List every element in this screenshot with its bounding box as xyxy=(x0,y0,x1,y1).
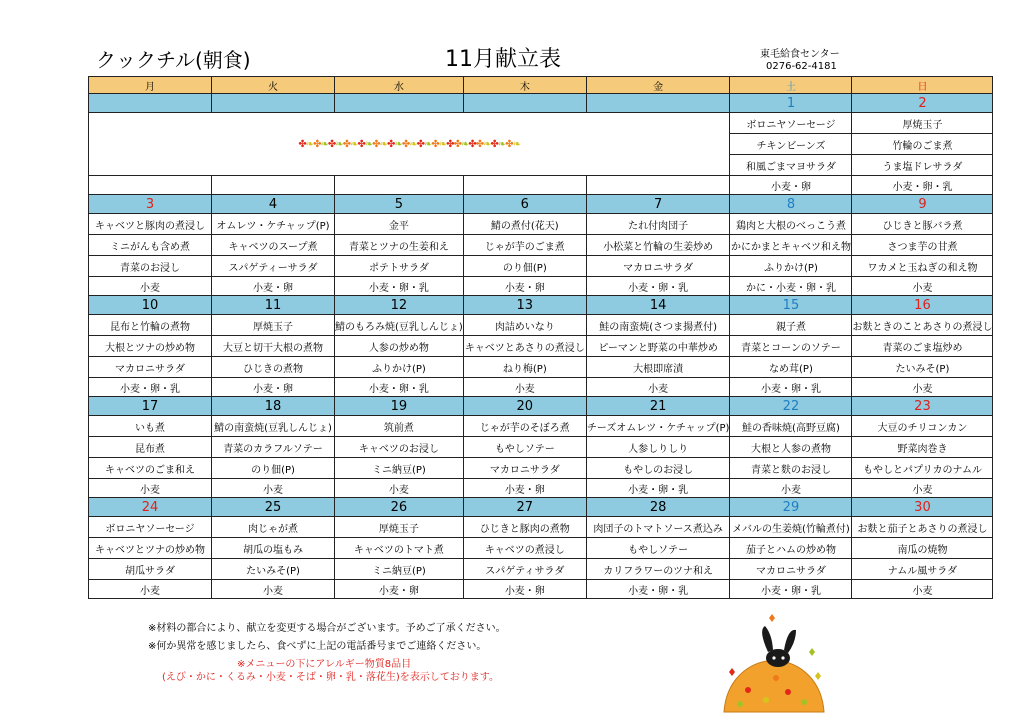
menu-item: ねり梅(P) xyxy=(463,357,586,378)
allergen-cell: 小麦 xyxy=(586,378,730,397)
maple-leaf-icon: ✤ xyxy=(475,138,484,150)
date-cell: 23 xyxy=(852,397,993,416)
allergen-cell: 小麦 xyxy=(852,479,993,498)
date-cell: 15 xyxy=(730,296,852,315)
allergen-cell: 小麦・卵・乳 xyxy=(730,378,852,397)
date-cell: 8 xyxy=(730,195,852,214)
maple-leaf-icon: ✤ xyxy=(431,138,439,150)
menu-change-notice: ※材料の都合により、献立を変更する場合がございます。予めご了承ください。 xyxy=(148,623,506,634)
menu-item: ミニ納豆(P) xyxy=(335,559,464,580)
maple-leaf-icon: ✤ xyxy=(327,138,336,150)
menu-item: 厚焼玉子 xyxy=(852,113,993,134)
maple-leaf-icon: ✤ xyxy=(357,138,365,150)
date-cell: 28 xyxy=(586,498,730,517)
allergen-cell: 小麦 xyxy=(212,479,335,498)
center-name: 東毛給食センター xyxy=(760,49,840,60)
date-cell: 12 xyxy=(335,296,464,315)
date-cell: 18 xyxy=(212,397,335,416)
menu-item: ふりかけ(P) xyxy=(335,357,464,378)
maple-leaf-icon: ✤ xyxy=(313,138,321,150)
allergen-row xyxy=(89,479,993,498)
menu-item: もやしのお浸し xyxy=(586,458,730,479)
allergen-cell xyxy=(212,176,335,195)
allergen-cell: 小麦 xyxy=(212,580,335,599)
menu-row xyxy=(89,315,993,336)
menu-calendar-table xyxy=(88,76,993,599)
allergen-cell: 小麦・卵・乳 xyxy=(852,176,993,195)
allergen-cell: 小麦・卵・乳 xyxy=(89,378,212,397)
date-cell: 2 xyxy=(852,94,993,113)
allergen-cell: 小麦 xyxy=(89,580,212,599)
menu-item: 大根とツナの炒め物 xyxy=(89,336,212,357)
date-cell: 10 xyxy=(89,296,212,315)
menu-item: ふりかけ(P) xyxy=(730,256,852,277)
maple-leaf-icon: ✤ xyxy=(490,138,498,150)
date-cell: 25 xyxy=(212,498,335,517)
menu-row xyxy=(89,559,993,580)
menu-item: たれ付肉団子 xyxy=(586,214,730,235)
creature-eye xyxy=(781,656,784,659)
date-cell: 22 xyxy=(730,397,852,416)
leaf-dot xyxy=(801,699,807,705)
autumn-leaves-decoration xyxy=(89,113,730,176)
date-cell: 21 xyxy=(586,397,730,416)
falling-leaf xyxy=(769,614,775,622)
menu-item: 青菜と麩のお浸し xyxy=(730,458,852,479)
allergen-list-notice: (えび・かに・くるみ・小麦・そば・卵・乳・落花生)を表示しております。 xyxy=(162,672,500,683)
falling-leaf xyxy=(815,672,821,680)
menu-item: キャベツとツナの炒め物 xyxy=(89,538,212,559)
menu-item: ボロニヤソーセージ xyxy=(730,113,852,134)
allergen-notice: ※メニューの下にアレルギー物質8品目 xyxy=(237,659,412,670)
menu-item: ポテトサラダ xyxy=(335,256,464,277)
menu-item: 肉じゃが煮 xyxy=(212,517,335,538)
menu-item: 鮭の香味焼(高野豆腐) xyxy=(730,416,852,437)
menu-item: 青菜のごま塩炒め xyxy=(852,336,993,357)
allergen-cell: 小麦・卵・乳 xyxy=(586,479,730,498)
leaf-dot xyxy=(773,675,779,681)
maple-leaf-icon: ✤ xyxy=(468,138,476,150)
ginkgo-leaf-icon: ❧ xyxy=(512,138,521,150)
allergen-cell: 小麦・卵 xyxy=(463,479,586,498)
allergen-cell: 小麦・卵・乳 xyxy=(335,378,464,397)
menu-item: 肉詰めいなり xyxy=(463,315,586,336)
menu-item: ワカメと玉ねぎの和え物 xyxy=(852,256,993,277)
leaf-dot xyxy=(745,687,751,693)
date-cell: 14 xyxy=(586,296,730,315)
menu-item: キャベツと豚肉の煮浸し xyxy=(89,214,212,235)
menu-item: 青菜のお浸し xyxy=(89,256,212,277)
menu-item: 人参の炒め物 xyxy=(335,336,464,357)
menu-item: キャベツの煮浸し xyxy=(463,538,586,559)
menu-item: 厚焼玉子 xyxy=(335,517,464,538)
allergen-cell: 小麦 xyxy=(730,479,852,498)
menu-item: キャベツのお浸し xyxy=(335,437,464,458)
date-cell: 6 xyxy=(463,195,586,214)
allergen-cell xyxy=(335,176,464,195)
menu-item: スパゲティサラダ xyxy=(463,559,586,580)
allergen-cell xyxy=(89,176,212,195)
leaf-pile-illustration xyxy=(718,612,830,716)
menu-item: 大豆と切干大根の煮物 xyxy=(212,336,335,357)
menu-row xyxy=(89,214,993,235)
menu-item: ボロニヤソーセージ xyxy=(89,517,212,538)
ginkgo-leaf-icon: ❧ xyxy=(379,138,388,150)
menu-row xyxy=(89,538,993,559)
menu-item: キャベツとあさりの煮浸し xyxy=(463,336,586,357)
menu-item: カリフラワーのツナ和え xyxy=(586,559,730,580)
menu-item: ミニ納豆(P) xyxy=(335,458,464,479)
menu-item: 鮭の南蛮焼(さつま揚煮付) xyxy=(586,315,730,336)
menu-item: 親子煮 xyxy=(730,315,852,336)
menu-row xyxy=(89,437,993,458)
menu-item: 大根即席漬 xyxy=(586,357,730,378)
menu-item: 竹輪のごま煮 xyxy=(852,134,993,155)
ginkgo-leaf-icon: ❧ xyxy=(460,138,469,150)
date-row xyxy=(89,498,993,517)
maple-leaf-icon: ✤ xyxy=(453,138,461,150)
ginkgo-leaf-icon: ❧ xyxy=(335,138,343,150)
allergen-cell: かに・小麦・卵・乳 xyxy=(730,277,852,296)
allergen-cell: 小麦 xyxy=(89,277,212,296)
menu-item: いも煮 xyxy=(89,416,212,437)
date-cell: 13 xyxy=(463,296,586,315)
menu-item: ピーマンと野菜の中華炒め xyxy=(586,336,730,357)
date-cell: 27 xyxy=(463,498,586,517)
menu-item: さつま芋の甘煮 xyxy=(852,235,993,256)
allergen-cell: 小麦・卵・乳 xyxy=(586,277,730,296)
allergen-row xyxy=(89,277,993,296)
menu-item: メバルの生姜焼(竹輪煮付) xyxy=(730,517,852,538)
menu-item: お麩と茄子とあさりの煮浸し xyxy=(852,517,993,538)
menu-item: キャベツのごま和え xyxy=(89,458,212,479)
ginkgo-leaf-icon: ❧ xyxy=(350,138,358,150)
menu-row xyxy=(89,517,993,538)
creature-ear xyxy=(784,630,796,653)
menu-item: マカロニサラダ xyxy=(586,256,730,277)
page-title: 11月献立表 xyxy=(445,47,561,72)
ginkgo-leaf-icon: ❧ xyxy=(305,138,314,150)
date-cell: 5 xyxy=(335,195,464,214)
menu-item: 肉団子のトマトソース煮込み xyxy=(586,517,730,538)
menu-item: 青菜のカラフルソテー xyxy=(212,437,335,458)
menu-item: たいみそ(P) xyxy=(212,559,335,580)
date-cell xyxy=(89,94,212,113)
menu-item: マカロニサラダ xyxy=(89,357,212,378)
ginkgo-leaf-icon: ❧ xyxy=(409,138,417,150)
falling-leaf xyxy=(809,648,815,656)
weekday-header: 月 xyxy=(89,77,212,94)
maple-leaf-icon: ✤ xyxy=(298,138,306,150)
menu-item: キャベツのトマト煮 xyxy=(335,538,464,559)
date-row xyxy=(89,195,993,214)
leaf-dot xyxy=(763,697,769,703)
weekday-header: 火 xyxy=(212,77,335,94)
menu-item: 和風ごまマヨサラダ xyxy=(730,155,852,176)
menu-item: ひじきと豚肉の煮物 xyxy=(463,517,586,538)
menu-item: 青菜とコーンのソテー xyxy=(730,336,852,357)
creature-eye xyxy=(772,656,775,659)
allergen-cell: 小麦 xyxy=(335,479,464,498)
menu-item: かにかまとキャベツ和え物 xyxy=(730,235,852,256)
menu-item: チーズオムレツ・ケチャップ(P) xyxy=(586,416,730,437)
date-cell: 16 xyxy=(852,296,993,315)
date-cell: 3 xyxy=(89,195,212,214)
allergen-cell: 小麦・卵 xyxy=(335,580,464,599)
menu-item: マカロニサラダ xyxy=(463,458,586,479)
ginkgo-leaf-icon: ❧ xyxy=(320,138,328,150)
date-cell: 7 xyxy=(586,195,730,214)
menu-item: 大根と人参の煮物 xyxy=(730,437,852,458)
allergen-cell: 小麦・卵 xyxy=(212,277,335,296)
menu-item: のり佃(P) xyxy=(463,256,586,277)
menu-item: 大豆のチリコンカン xyxy=(852,416,993,437)
date-cell: 19 xyxy=(335,397,464,416)
allergen-cell: 小麦・卵 xyxy=(212,378,335,397)
menu-item: 胡瓜サラダ xyxy=(89,559,212,580)
menu-item: 筑前煮 xyxy=(335,416,464,437)
menu-item: 鯖のもろみ焼(豆乳しんじょ) xyxy=(335,315,464,336)
date-cell: 26 xyxy=(335,498,464,517)
ginkgo-leaf-icon: ❧ xyxy=(497,138,506,150)
menu-item: お麩ときのことあさりの煮浸し xyxy=(852,315,993,336)
maple-leaf-icon: ✤ xyxy=(416,138,424,150)
menu-row xyxy=(89,235,993,256)
menu-item: キャベツのスープ煮 xyxy=(212,235,335,256)
ginkgo-leaf-icon: ❧ xyxy=(394,138,402,150)
menu-item: 青菜とツナの生姜和え xyxy=(335,235,464,256)
creature-ear xyxy=(762,626,773,652)
menu-item: 人参しりしり xyxy=(586,437,730,458)
weekday-header: 金 xyxy=(586,77,730,94)
date-cell xyxy=(586,94,730,113)
date-cell xyxy=(335,94,464,113)
maple-leaf-icon: ✤ xyxy=(401,138,410,150)
menu-item: じゃが芋のそぼろ煮 xyxy=(463,416,586,437)
date-cell: 1 xyxy=(730,94,852,113)
allergen-cell: 小麦 xyxy=(89,479,212,498)
menu-item: もやしソテー xyxy=(586,538,730,559)
menu-item: 胡瓜の塩もみ xyxy=(212,538,335,559)
menu-item: 昆布煮 xyxy=(89,437,212,458)
maple-leaf-icon: ✤ xyxy=(387,138,395,150)
menu-item: 厚焼玉子 xyxy=(212,315,335,336)
allergen-cell: 小麦・卵 xyxy=(730,176,852,195)
allergen-cell: 小麦・卵・乳 xyxy=(335,277,464,296)
allergen-cell: 小麦 xyxy=(852,378,993,397)
date-cell: 29 xyxy=(730,498,852,517)
maple-leaf-icon: ✤ xyxy=(505,138,513,150)
allergen-row xyxy=(89,580,993,599)
weekday-header-row xyxy=(89,77,993,94)
ginkgo-leaf-icon: ❧ xyxy=(364,138,373,150)
menu-row xyxy=(89,336,993,357)
date-cell: 24 xyxy=(89,498,212,517)
allergen-cell: 小麦 xyxy=(852,580,993,599)
menu-item: じゃが芋のごま煮 xyxy=(463,235,586,256)
center-phone: 0276-62-4181 xyxy=(766,61,837,72)
menu-item: 茄子とハムの炒め物 xyxy=(730,538,852,559)
menu-item: 南瓜の焼物 xyxy=(852,538,993,559)
falling-leaf xyxy=(729,668,735,676)
menu-item: 金平 xyxy=(335,214,464,235)
menu-item: ナムル風サラダ xyxy=(852,559,993,580)
menu-item: 小松菜と竹輪の生姜炒め xyxy=(586,235,730,256)
allergen-cell: 小麦・卵 xyxy=(463,277,586,296)
allergen-cell: 小麦・卵・乳 xyxy=(730,580,852,599)
menu-row xyxy=(89,256,993,277)
maple-leaf-icon: ✤ xyxy=(372,138,380,150)
menu-item: もやしソテー xyxy=(463,437,586,458)
menu-item: のり佃(P) xyxy=(212,458,335,479)
menu-item: ひじきと豚バラ煮 xyxy=(852,214,993,235)
date-cell: 9 xyxy=(852,195,993,214)
allergen-row xyxy=(89,176,993,195)
weekday-header: 日 xyxy=(852,77,993,94)
menu-item: 野菜肉巻き xyxy=(852,437,993,458)
weekday-header: 水 xyxy=(335,77,464,94)
leaf-dot xyxy=(737,701,743,707)
menu-row xyxy=(89,458,993,479)
date-row xyxy=(89,94,993,113)
weekday-header: 土 xyxy=(730,77,852,94)
date-cell: 30 xyxy=(852,498,993,517)
allergen-cell xyxy=(586,176,730,195)
allergen-cell xyxy=(463,176,586,195)
menu-item: オムレツ・ケチャップ(P) xyxy=(212,214,335,235)
menu-item: うま塩ドレサラダ xyxy=(852,155,993,176)
contact-notice: ※何か異常を感じましたら、食べずに上記の電話番号までご連絡ください。 xyxy=(148,641,487,652)
menu-row xyxy=(89,113,993,134)
menu-row xyxy=(89,357,993,378)
date-cell xyxy=(463,94,586,113)
allergen-cell: 小麦・卵 xyxy=(463,580,586,599)
weekday-header: 木 xyxy=(463,77,586,94)
menu-category-title: クックチル(朝食) xyxy=(96,48,251,72)
menu-item: マカロニサラダ xyxy=(730,559,852,580)
menu-item: ひじきの煮物 xyxy=(212,357,335,378)
ginkgo-leaf-icon: ❧ xyxy=(483,138,491,150)
ginkgo-leaf-icon: ❧ xyxy=(438,138,447,150)
date-row xyxy=(89,397,993,416)
menu-item: 昆布と竹輪の煮物 xyxy=(89,315,212,336)
maple-leaf-icon: ✤ xyxy=(342,138,351,150)
date-cell xyxy=(212,94,335,113)
date-cell: 11 xyxy=(212,296,335,315)
maple-leaf-icon: ✤ xyxy=(446,138,454,150)
allergen-cell: 小麦・卵・乳 xyxy=(586,580,730,599)
menu-item: スパゲティーサラダ xyxy=(212,256,335,277)
allergen-row xyxy=(89,378,993,397)
allergen-cell: 小麦 xyxy=(463,378,586,397)
menu-item: 鯖の南蛮焼(豆乳しんじょ) xyxy=(212,416,335,437)
allergen-cell: 小麦 xyxy=(852,277,993,296)
date-cell: 4 xyxy=(212,195,335,214)
leaf-dot xyxy=(785,689,791,695)
menu-row xyxy=(89,416,993,437)
menu-item: 鯖の煮付(花天) xyxy=(463,214,586,235)
menu-item: ミニがんも含め煮 xyxy=(89,235,212,256)
menu-item: もやしとパプリカのナムル xyxy=(852,458,993,479)
date-cell: 20 xyxy=(463,397,586,416)
menu-item: たいみそ(P) xyxy=(852,357,993,378)
date-row xyxy=(89,296,993,315)
menu-item: なめ茸(P) xyxy=(730,357,852,378)
menu-item: 鶏肉と大根のべっこう煮 xyxy=(730,214,852,235)
ginkgo-leaf-icon: ❧ xyxy=(424,138,432,150)
date-cell: 17 xyxy=(89,397,212,416)
menu-item: チキンビーンズ xyxy=(730,134,852,155)
